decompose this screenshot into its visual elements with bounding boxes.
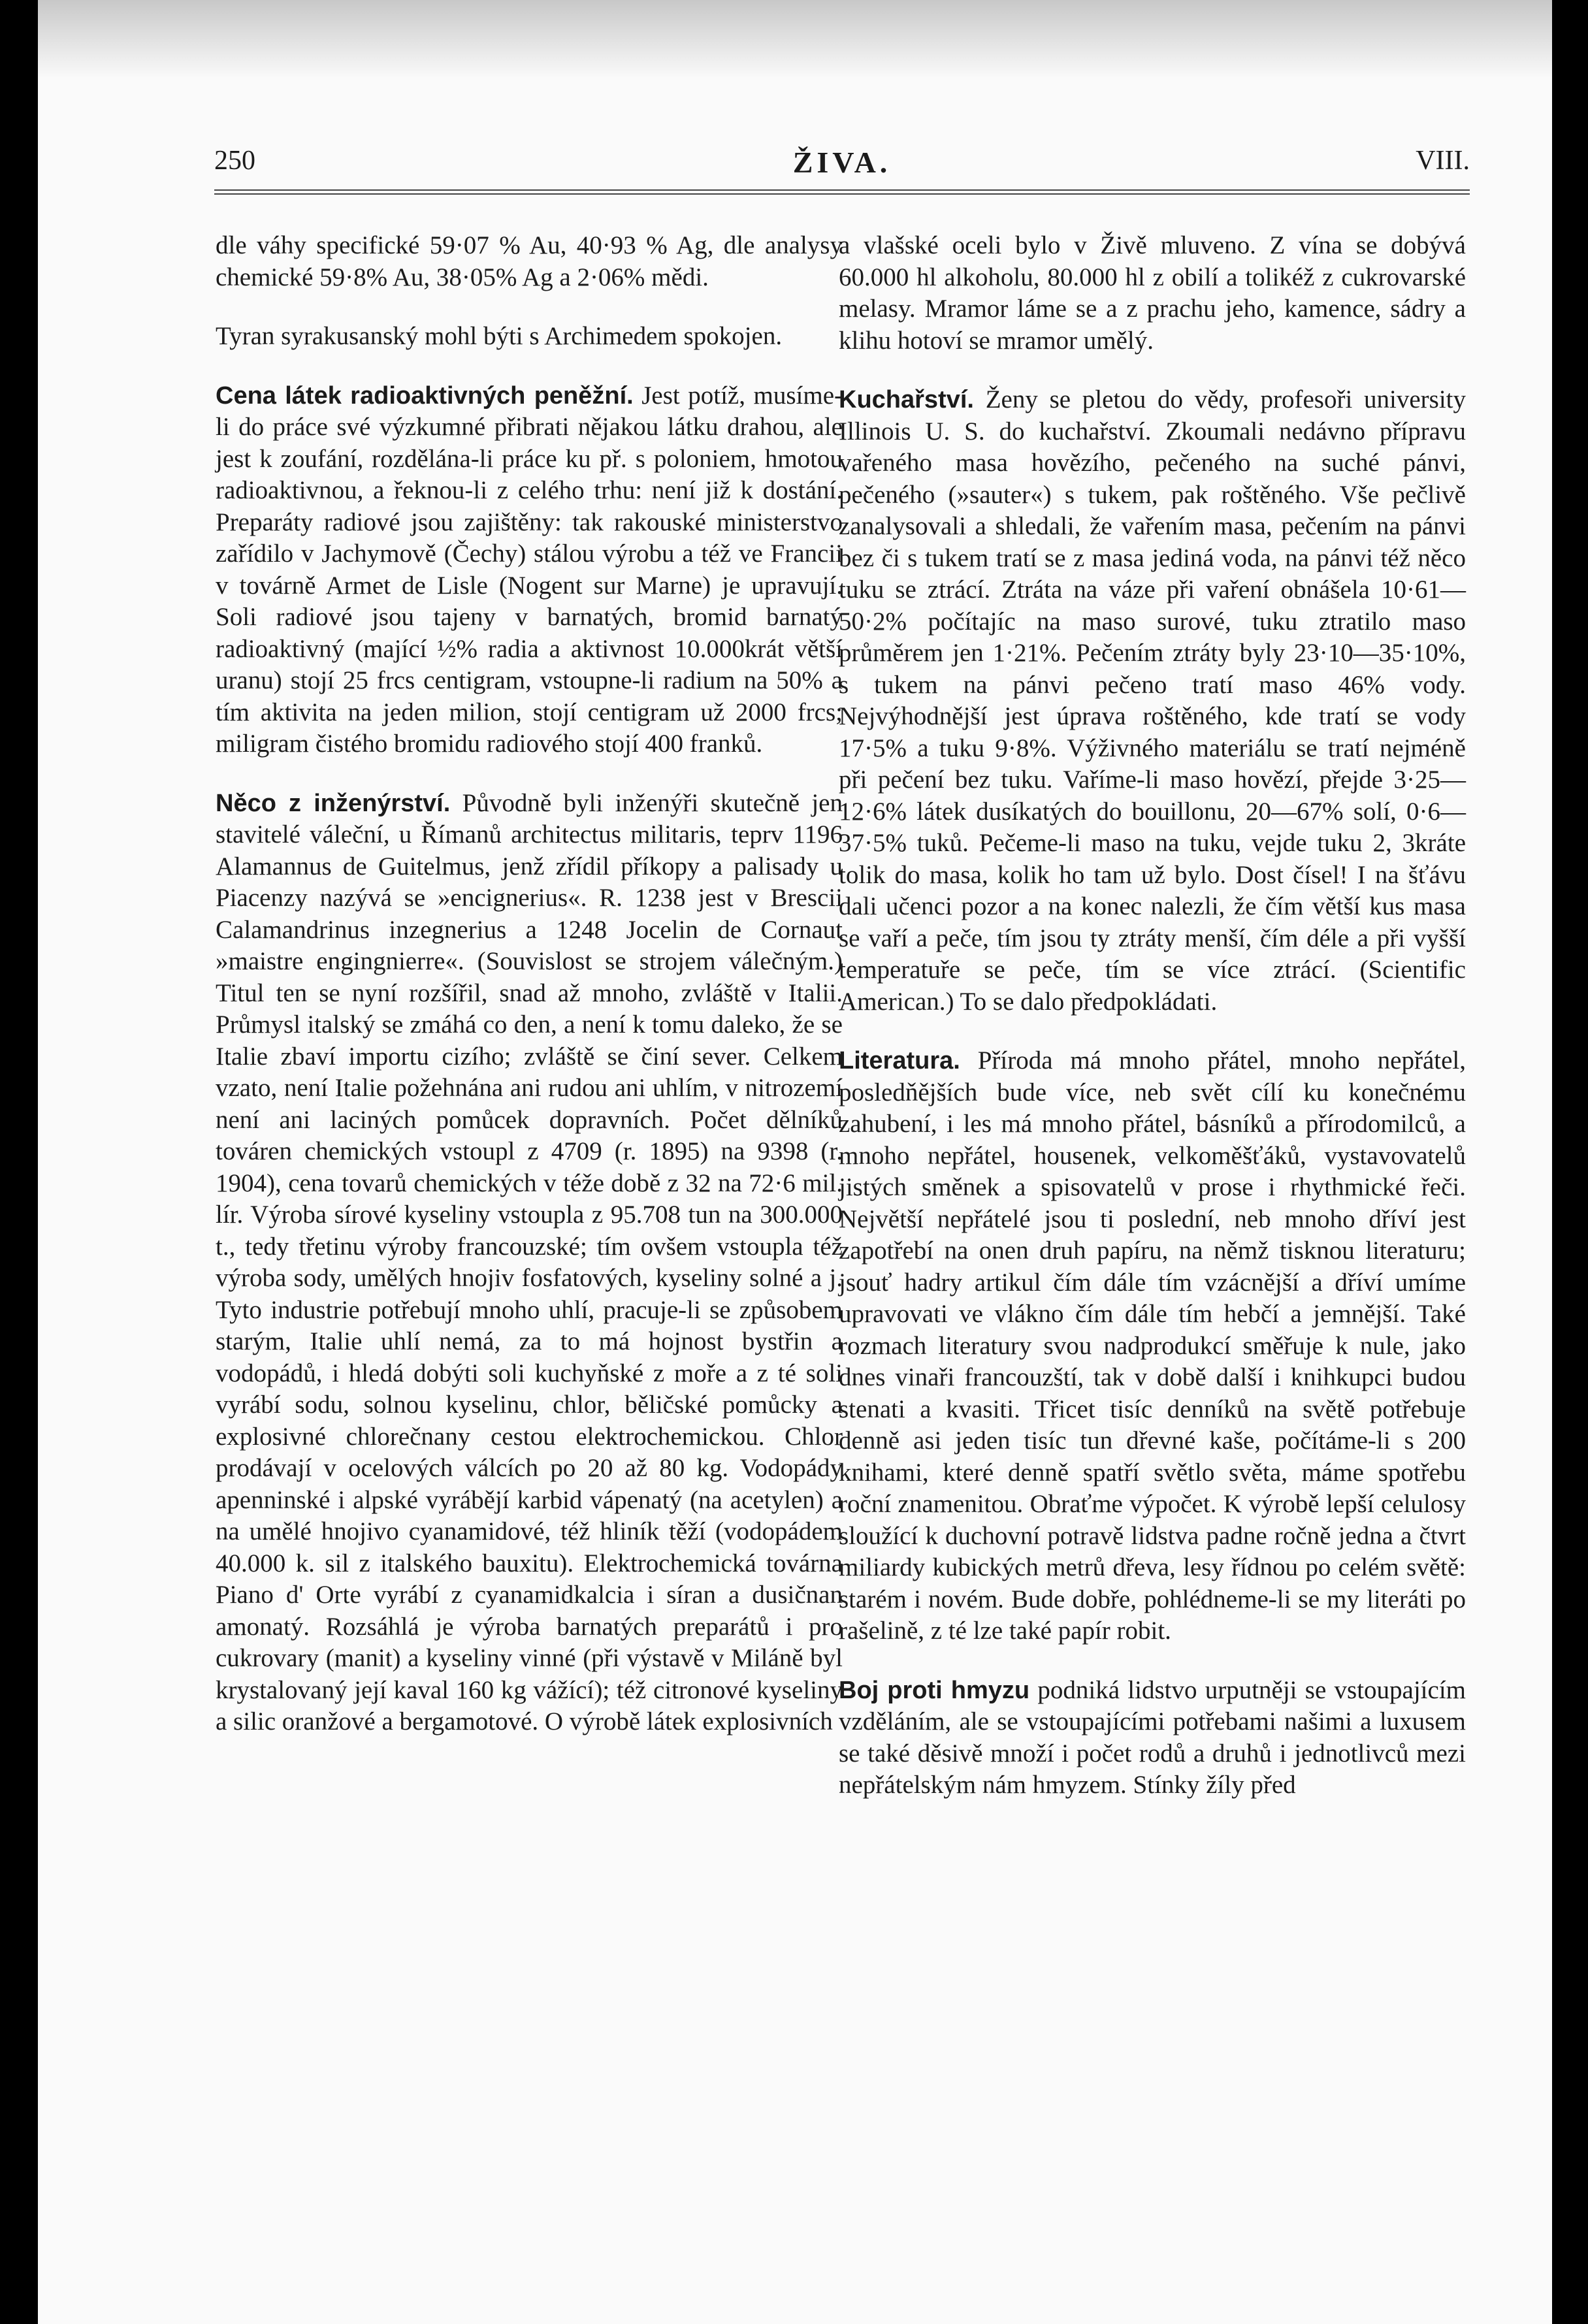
section-body: Příroda má mnoho přátel, mnoho nepřátel, posledňějších bude více, neb svět cílí ku konečnému zahubení, i les má mnoho přátel, básníků a přírodomilců, a mnoho nepřátel, housenek, velkoměšťáků, vystavovatelů jistých směnek a spisovatelů v prose i rhythmické řeči. Největší nepřátelé jsou ti poslední, neb mnoho dříví jest zapotřebí na onen druh papíru, na němž tisknou literaturu; jsouť hadry artikul čím dále tím vzácnější a dříví umíme upravovati ve vlákno čím dále tím hebčí a jemnější. Také rozmach literatury svou nadprodukcí směřuje k nule, jako dnes vinaři francouzští, tak v době další i knihkupci budou stenati a kvasiti. Třicet tisíc denníků na světě potřebuje denně asi jeden tisíc tun dřevné kaše, počítáme-li s 200 knihami, které denně spatří světlo světa, máme spotřebu roční znamenitou. Obraťme výpočet. K výrobě lepší celulosy sloužící k duchovní potravě lidstva padne ročně jedna a čtvrt miliardy kubických metrů dřeva, lesy řídnou po celém světě: starém i novém. Bude dobře, pohlédneme-li se my literáti po rašelině, z té lze také papír robit. [839,1046,1466,1645]
section-heading: Kuchařství. [839,386,974,413]
page-number: 250 [214,146,255,176]
journal-title: ŽIVA. [792,146,892,179]
left-column [216,230,843,1766]
section-heading: Cena látek radioaktivných peněžní. [216,381,634,410]
volume-number: VIII. [1416,146,1470,176]
header-rule-bottom [214,193,1470,195]
paragraph-gold-analysis: dle váhy specifické 59·07 % Au, 40·93 % Ag, dle analysy chemické 59·8% Au, 38·05% Ag a 2·06% mědi. [216,231,843,291]
section-body: Jest potíž, musíme-li do práce své výzkumné přibrati nějakou látku drahou, ale jest k zoufání, rozdělána-li práce ku př. s poloniem, hmotou radioaktivnou, a řeknou-li z celého trhu: není již k dostání. Preparáty radiové jsou zajištěny: tak rakouské ministerstvo zařídilo v Jachymově (Čechy) stálou výrobu a též ve Francii v továrně Armet de Lisle (Nogent sur Marne) je upravují. Soli radiové jsou tajeny v barnatých, bromid barnatý radioaktivný (mající ½% radia a aktivnost 10.000krát větší uranu) stojí 25 frcs centigram, vstoupne-li radium na 50% a tím aktivita na jeden milion, stojí centigram už 2000 frcs; miligram čistého bromidu radiového stojí 400 franků. [216,381,843,758]
section-body: podniká lidstvo urputněji se vstoupajícím vzděláním, ale se vstoupajícími potřebami našimi a luxusem se také děsivě množí i počet rodů a druhů i jednotlivců mezi nepřátelským nám hmyzem. Stínky žíly před [839,1675,1466,1799]
section-insects [839,1675,1466,1801]
section-literature [839,1045,1466,1647]
scanned-page [38,0,1552,2324]
paragraph-continuation: a vlašské oceli bylo v Živě mluveno. Z vína se dobývá 60.000 hl alkoholu, 80.000 hl z obilí a tolikéž z cukrovarské melasy. Mramor láme se a z prachu jeho, kamence, sádry a klihu hotoví se mramor umělý. [839,231,1466,355]
section-cooking [839,384,1466,1018]
scan-shadow [38,0,1552,78]
running-header [214,145,1470,178]
right-column [839,230,1466,1829]
section-heading: Literatura. [839,1047,960,1074]
section-body: Původně byli inženýři skutečně jen stavitelé váleční, u Římanů architectus militaris, teprv 1196 Alamannus de Guitelmus, jenž zřídil příkopy a palisady u Piacenzy nazývá se »encignerius«. R. 1238 jest v Brescii Calamandrinus inzegnerius a 1248 Jocelin de Cornaut »maistre engingnierre«. (Souvislost se strojem válečným.) Titul ten se nyní rozšířil, snad až mnoho, zvláště v Italii. Průmysl italský se zmáhá co den, a není k tomu daleko, že se Italie zbaví importu cizího; zvláště se činí sever. Celkem vzato, není Italie požehnána ani rudou ani uhlím, v nitrozemí není ani laciných pomůcek dopravních. Počet dělníků továren chemických vstoupl z 4709 (r. 1895) na 9398 (r. 1904), cena tovarů chemických v téže době z 32 na 72·6 mil. lír. Výroba sírové kyseliny vstoupla z 95.708 tun na 300.000 t., tedy třetinu výroby francouzské; tím ovšem vstoupla též výroba sody, umělých hnojiv fosfatových, kyseliny solné a j. Tyto industrie potřebují mnoho uhlí, pracuje-li se způsobem starým, Italie uhlí nemá, za to má hojnost bystřin a vodopádů, i hledá dobýti soli kuchyňské z moře a z té soli vyrábí sodu, solnou kyselinu, chlor, běličské pomůcky a explosivné chlorečnany cestou elektrochemickou. Chlor prodávají v ocelových válcích po 20 až 80 kg. Vodopády apenninské i alpské vyrábějí karbid vápenatý (na acetylen) a na umělé hnojivo cyanamidové, též hliník těží (vodopádem 40.000 k. sil z italského bauxitu). Elektrochemická továrna Piano d' Orte vyrábí z cyanamidkalcia i síran a dusičnan amonatý. Rozsáhlá je výroba barnatých preparátů i pro cukrovary (manit) a kyseliny vinné (při výstavě v Miláně byl krystalovaný její kaval 160 kg vážící); též citronové kyseliny a silic oranžové a bergamotové. O výrobě látek explosivních [216,788,843,1735]
section-heading: Boj proti hmyzu [839,1676,1030,1704]
header-rule-top [214,189,1470,191]
paragraph-tyrant: Tyran syrakusanský mohl býti s Archimedem spokojen. [216,322,783,350]
section-engineering [216,788,843,1738]
section-heading: Něco z inženýrství. [216,789,451,817]
section-body: Ženy se pletou do vědy, profesoři university Illinois U. S. do kuchařství. Zkoumali nedávno přípravu vařeného masa hovězího, pečeného na suché pánvi, pečeného (»sauter«) s tukem, pak roštěného. Vše pečlivě zanalysovali a shledali, že vařením masa, pečením na pánvi bez či s tukem tratí se z masa jediná voda, na pánvi též něco tuku se ztrácí. Ztráta na váze při vaření obnášela 10·61—50·2% počítajíc na maso surové, tuku ztratilo maso průměrem jen 1·21%. Pečením ztráty byly 23·10—35·10%, s tukem na pánvi pečeno tratí maso 46% vody. Nejvýhodnější jest úprava roštěného, kde tratí se vody 17·5% a tuku 9·8%. Výživného materiálu se tratí nejméně při pečení bez tuku. Vaříme-li maso hovězí, přejde 3·25—12·6% látek dusíkatých do bouillonu, 20—67% solí, 0·6—37·5% tuků. Pečeme-li maso na tuku, vejde tuku 2, 3kráte tolik do masa, kolik ho tam už bylo. Dost čísel! I na šťávu dali učenci pozor a na konec nalezli, že čím větší kus masa se vaří a peče, tím jsou ty ztráty menší, čím déle a při vyšší temperatuře se peče, tím se více ztrácí. (Scientific American.) To se dalo předpokládati. [839,385,1466,1016]
section-radioactive-prices [216,380,843,760]
